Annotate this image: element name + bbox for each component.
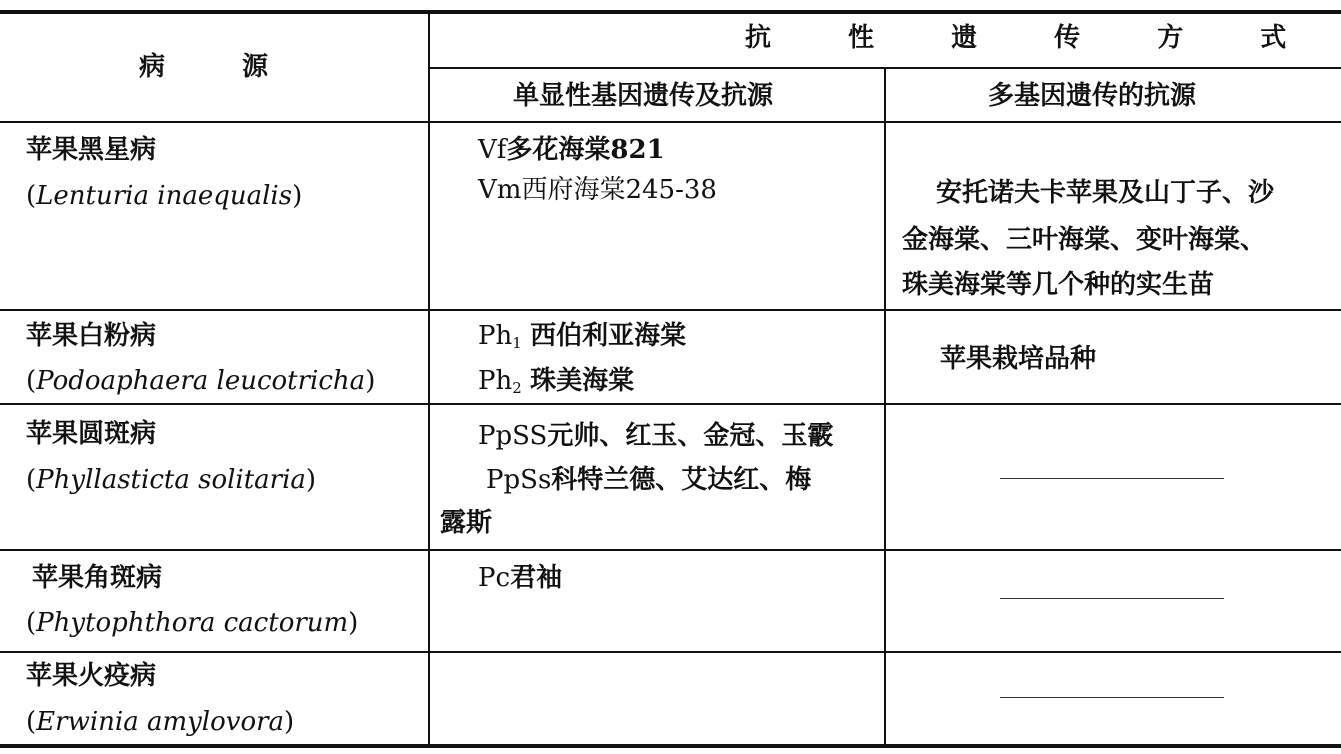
empty-cell-dash [1000, 697, 1224, 698]
row-rule-1 [0, 309, 1341, 311]
polygenic-source-line: 安托诺夫卡苹果及山丁子、沙 [936, 178, 1275, 208]
empty-cell-dash [1000, 478, 1224, 479]
row-rule-3 [0, 549, 1341, 551]
row-rule-2 [0, 403, 1341, 405]
header-bottom-rule [0, 121, 1341, 123]
resistance-gene-continuation: 露斯 [440, 508, 493, 538]
column-divider-2 [884, 68, 886, 746]
disease-latin-name: (Podoaphaera leucotricha) [26, 366, 376, 396]
disease-name: 苹果火疫病 [26, 661, 157, 691]
disease-name: 苹果黑星病 [26, 135, 157, 165]
resistance-gene-entry: $Ph_2$ 珠美海棠 [478, 366, 635, 397]
resistance-gene-entry: Vf多花海棠821 [478, 135, 665, 165]
disease-name: 苹果角斑病 [32, 563, 163, 593]
disease-name: 苹果白粉病 [26, 321, 157, 351]
bottom-border [0, 744, 1341, 748]
resistance-gene-entry: Pc君袖 [478, 563, 563, 593]
disease-name: 苹果圆斑病 [26, 419, 157, 449]
row-rule-4 [0, 651, 1341, 653]
header-polygenic-sources: 多基因遗传的抗源 [988, 81, 1197, 111]
polygenic-source-line: 金海棠、三叶海棠、变叶海棠、 [902, 225, 1267, 255]
disease-latin-name: (Phytophthora cactorum) [26, 608, 359, 638]
top-border [0, 10, 1341, 14]
disease-latin-name: (Lenturia inaequalis) [26, 181, 303, 211]
resistance-gene-entry: PpSS元帅、红玉、金冠、玉霰 [478, 421, 834, 451]
header-group-rule [428, 67, 1341, 69]
polygenic-source-line: 苹果栽培品种 [940, 344, 1097, 374]
resistance-gene-entry: $Ph_1$ 西伯利亚海棠 [478, 321, 687, 352]
header-monogenic-sources: 单显性基因遗传及抗源 [513, 81, 774, 111]
resistance-gene-entry: PpSs科特兰德、艾达红、梅 [486, 465, 812, 495]
disease-latin-name: (Phyllasticta solitaria) [26, 465, 317, 495]
header-pathogen: 病 源 [139, 52, 303, 82]
empty-cell-dash [1000, 598, 1224, 599]
polygenic-source-line: 珠美海棠等几个种的实生苗 [902, 270, 1215, 300]
resistance-gene-entry: Vm西府海棠245-38 [478, 175, 717, 205]
header-resistance-inheritance: 抗 性 遗 传 方 式 [745, 23, 1321, 53]
disease-latin-name: (Erwinia amylovora) [26, 707, 295, 737]
